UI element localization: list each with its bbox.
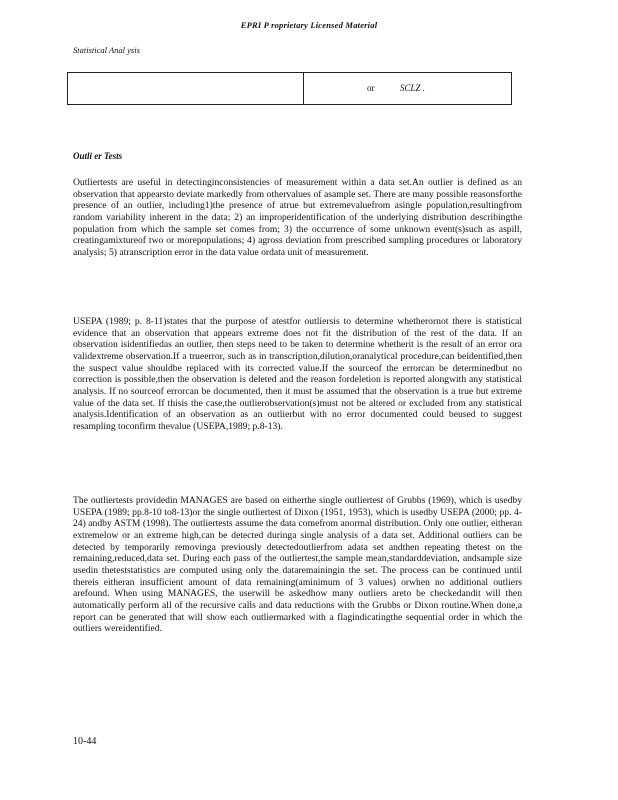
reference-box <box>67 72 512 105</box>
paragraph-outlier-definition: Outliertests are useful in detectinginconsistencies of measurement within a data set.An outlier is defined as an observation that appearsto deviate markedly from othervalues of asample set. There are many possible reasonsforthe presence of an outlier, including1)the presence of atrue but extremevaluefrom asingle population,resultingfrom random variability inherent in the data; 2) an improperidentification of the underlying distribution describingthe population from which the sample set comes from; 3) the occurrence of some unknown event(s)such as aspill, creatingamixtureof two or morepopulations; 4) agross deviation from prescribed sampling procedures or laboratory analysis; 5) atranscription error in the data value ordata unit of measurement. <box>73 177 522 258</box>
reference-box-or-text: or <box>367 83 375 93</box>
page-header: EPRI P roprietary Licensed Material <box>240 20 378 30</box>
paragraph-usepa-purpose: USEPA (1989; p. 8-11)states that the purpose of atestfor outliersis to determine whetherornot there is statistical evidence that an observation that appears extreme does not fit the distribution of the rest of the data. If an observation isidentifiedas an outlier, then steps need to be taken to determine whetherit is the result of an error ora validextreme observation.If a trueerror, such as in transcription,dilution,oranalytical procedure,can beidentified,then the suspect value shouldbe replaced with its corrected value.If the sourceof the errorcan be determinedbut no correction is possible,then the observation is deleted and the reason fordeletion is reported alongwith any statistical analysis. If no sourceof errorcan be documented, then it must be assumed that the observation is a true but extreme value of the data set. If thisis the case,the outlierobservation(s)must not be altered or excluded from any statistical analysis.Identification of an observation as an outlierbut with no error documented could beused to suggest resampling toconfirm thevalue (USEPA,1989; p.8-13). <box>73 316 522 432</box>
reference-box-reference: SCLZ . <box>400 83 426 93</box>
page-number: 10-44 <box>73 736 97 747</box>
section-heading: Outli er Tests <box>73 151 123 161</box>
reference-box-right-cell <box>304 73 511 104</box>
section-name: Statistical Anal ysis <box>73 45 140 55</box>
reference-box-left-cell <box>68 73 304 104</box>
paragraph-manages-tests: The outliertests providedin MANAGES are based on eitherthe single outliertest of Grubbs (1969), which is usedby USEPA (1989; pp.8-10 to8-13)or the single outliertest of Dixon (1951, 1953), which is usedby USEPA (2000; pp. 4-24) andby ASTM (1998). The outliertests assume the data comefrom anormal distribution. Only one outlier, eitheran extremelow or an extreme high,can be detected duringa single analysis of a data set. Additional outliers can be detected by temporarily removinga previously detectedoutlierfrom adata set andthen repeating thetest on the remaining,reduced,data set. During each pass of the outliertest,the sample mean,standarddeviation, andsample size usedin theteststatistics are computed using only the dataremainingin the set. The process can be continued until thereis eitheran insufficient amount of data remaining(aminimum of 3 values) orwhen no additional outliers arefound. When using MANAGES, the userwill be askedhow many outliers areto be checkedandit will then automatically perform all of the recursive calls and data reductions with the Grubbs or Dixon routine.When done,a report can be generated that will show each outliermarked with a flagindicatingthe sequential order in which the outliers wereidentified. <box>73 495 522 635</box>
